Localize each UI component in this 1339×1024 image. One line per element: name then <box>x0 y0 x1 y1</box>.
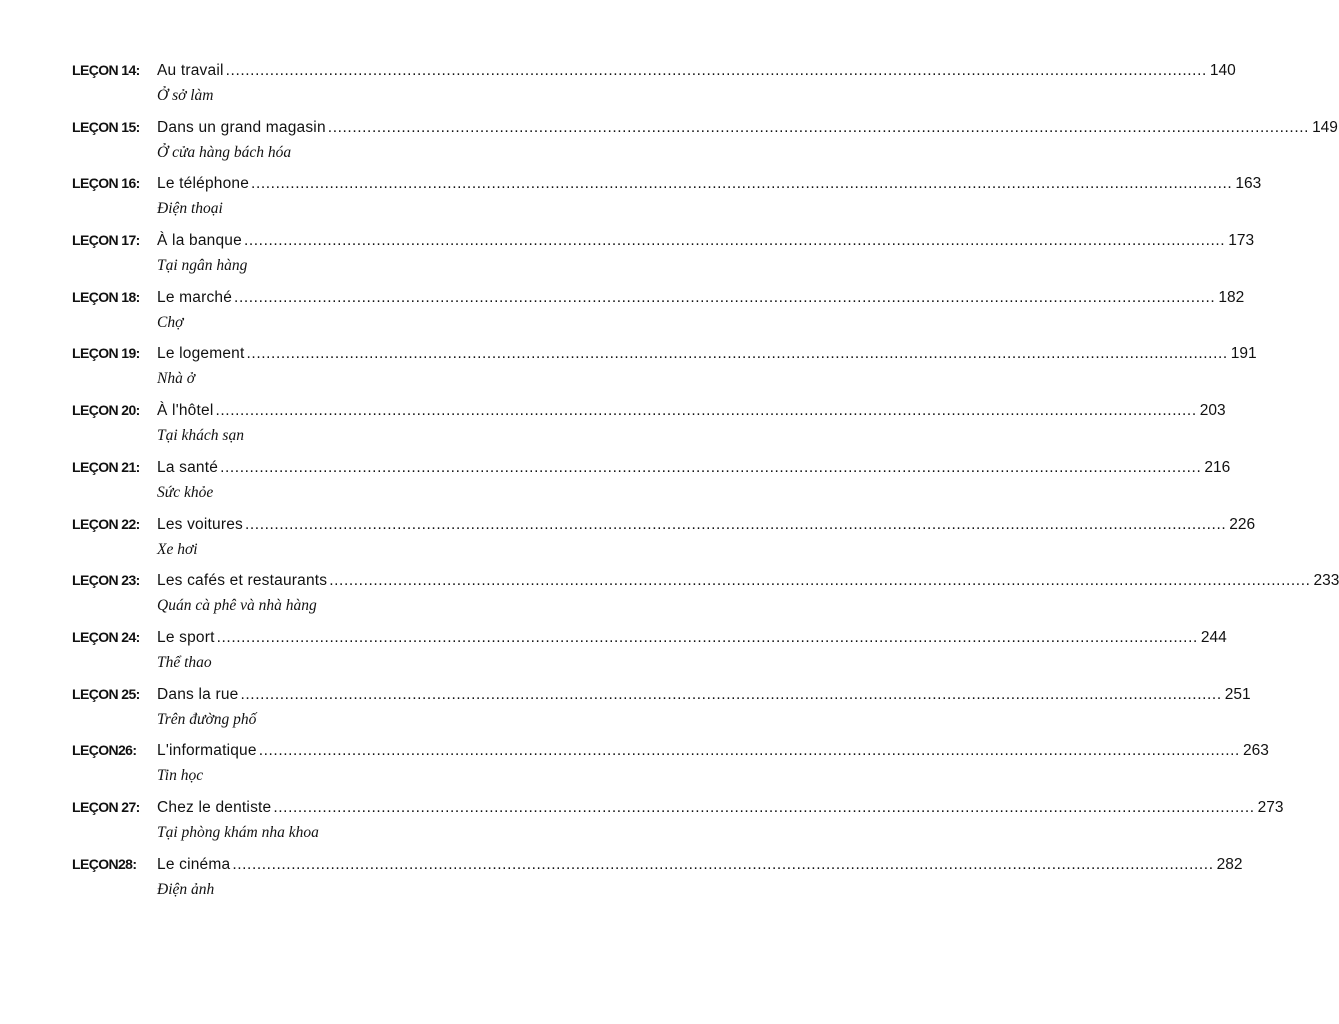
page-number: 149 <box>1312 118 1338 136</box>
lesson-subtitle: Tại phòng khám nha khoa <box>157 823 319 841</box>
lesson-title: Chez le dentiste <box>157 798 272 816</box>
lesson-title: Le marché <box>157 288 233 306</box>
lesson-subtitle: Thể thao <box>157 653 212 671</box>
lesson-number: LEÇON 16: <box>72 175 140 192</box>
page-number: 263 <box>1242 742 1269 760</box>
lesson-number: LEÇON 25: <box>72 685 140 702</box>
lesson-subtitle: Tin học <box>157 767 204 785</box>
lesson-title: Le sport <box>157 628 215 646</box>
lesson-number: LEÇON 22: <box>72 515 140 532</box>
page-number: 163 <box>1235 175 1262 193</box>
lesson-subtitle: Điện thoại <box>157 200 223 218</box>
dot-leader: ........................................................................................................................................................................................................ <box>234 288 1216 306</box>
page-number: 191 <box>1230 345 1257 363</box>
lesson-title: Le cinéma <box>157 855 231 873</box>
lesson-title: Dans la rue <box>157 685 239 703</box>
dot-leader: ........................................................................................................................................................................................................ <box>225 62 1207 79</box>
lesson-subtitle: Chợ <box>157 313 184 331</box>
lesson-number: LEÇON 20: <box>72 402 140 419</box>
lesson-number: LEÇON 24: <box>72 628 140 645</box>
page-number: 244 <box>1200 628 1227 646</box>
lesson-subtitle: Ở cửa hàng bách hóa <box>157 143 292 161</box>
dot-leader: ........................................................................................................................................................................................................ <box>327 118 1310 136</box>
lesson-title: Les voitures <box>157 515 243 533</box>
dot-leader: ........................................................................................................................................................................................................ <box>240 685 1222 703</box>
lesson-title: À l'hôtel <box>157 402 214 420</box>
lesson-subtitle: Quán cà phê và nhà hàng <box>157 597 317 615</box>
toc-entry <box>72 288 1245 346</box>
dot-leader: ........................................................................................................................................................................................................ <box>251 175 1233 193</box>
toc-entry <box>72 515 1256 573</box>
lesson-number: LEÇON 27: <box>72 798 140 815</box>
lesson-title: Dans un grand magasin <box>157 118 326 136</box>
dot-leader: ........................................................................................................................................................................................................ <box>329 572 1311 590</box>
page-number: 273 <box>1257 798 1284 816</box>
toc-entry <box>72 742 1269 799</box>
dot-leader: ........................................................................................................................................................................................................ <box>232 855 1214 873</box>
page-number: 182 <box>1218 288 1245 306</box>
toc-entry <box>72 345 1257 402</box>
page-number: 251 <box>1224 685 1251 703</box>
toc-entry <box>72 402 1226 459</box>
lesson-number: LEÇON 17: <box>72 232 140 249</box>
toc-entry <box>72 232 1255 289</box>
dot-leader: ........................................................................................................................................................................................................ <box>258 742 1240 760</box>
lesson-subtitle: Điện ảnh <box>157 880 215 898</box>
page-number: 140 <box>1209 62 1236 79</box>
lesson-number: LEÇON26: <box>72 742 137 759</box>
lesson-title: La santé <box>157 458 219 476</box>
lesson-title: Le téléphone <box>157 175 250 193</box>
lesson-number: LEÇON 19: <box>72 345 140 362</box>
lesson-title: Le logement <box>157 345 245 363</box>
page-number: 282 <box>1216 855 1243 873</box>
toc-entry <box>72 458 1231 516</box>
dot-leader: ........................................................................................................................................................................................................ <box>216 628 1198 646</box>
lesson-subtitle: Ở sở làm <box>157 87 214 104</box>
page-number: 233 <box>1313 572 1339 590</box>
table-of-contents <box>72 62 1339 912</box>
page-number: 173 <box>1228 232 1255 250</box>
lesson-subtitle: Nhà ở <box>157 370 195 388</box>
dot-leader: ........................................................................................................................................................................................................ <box>273 798 1255 816</box>
lesson-title: À la banque <box>157 232 242 250</box>
toc-entry <box>72 855 1243 913</box>
lesson-subtitle: Trên đường phố <box>157 710 257 728</box>
lesson-number: LEÇON 21: <box>72 458 140 475</box>
page-number: 216 <box>1204 458 1231 476</box>
lesson-subtitle: Tại khách sạn <box>157 427 244 445</box>
dot-leader: ........................................................................................................................................................................................................ <box>220 458 1202 476</box>
dot-leader: ........................................................................................................................................................................................................ <box>243 232 1226 250</box>
lesson-title: L'informatique <box>157 742 257 760</box>
lesson-subtitle: Sức khỏe <box>157 483 214 501</box>
lesson-subtitle: Xe hơi <box>157 540 198 558</box>
lesson-number: LEÇON 15: <box>72 118 140 135</box>
toc-entry <box>72 62 1236 119</box>
lesson-title: Les cafés et restaurants <box>157 572 328 590</box>
lesson-subtitle: Tại ngân hàng <box>157 257 248 275</box>
toc-entry <box>72 118 1338 176</box>
lesson-title: Au travail <box>157 62 224 79</box>
page-number: 226 <box>1229 515 1256 533</box>
toc-entry <box>72 572 1339 629</box>
lesson-number: LEÇON 23: <box>72 572 140 589</box>
dot-leader: ........................................................................................................................................................................................................ <box>244 515 1227 533</box>
toc-entry <box>72 628 1227 686</box>
dot-leader: ........................................................................................................................................................................................................ <box>215 402 1197 420</box>
toc-entry <box>72 798 1284 856</box>
toc-entry <box>72 175 1262 232</box>
dot-leader: ........................................................................................................................................................................................................ <box>246 345 1228 363</box>
toc-entry <box>72 685 1251 743</box>
lesson-number: LEÇON28: <box>72 855 137 872</box>
page-number: 203 <box>1199 402 1226 420</box>
lesson-number: LEÇON 18: <box>72 288 140 305</box>
lesson-number: LEÇON 14: <box>72 62 140 78</box>
